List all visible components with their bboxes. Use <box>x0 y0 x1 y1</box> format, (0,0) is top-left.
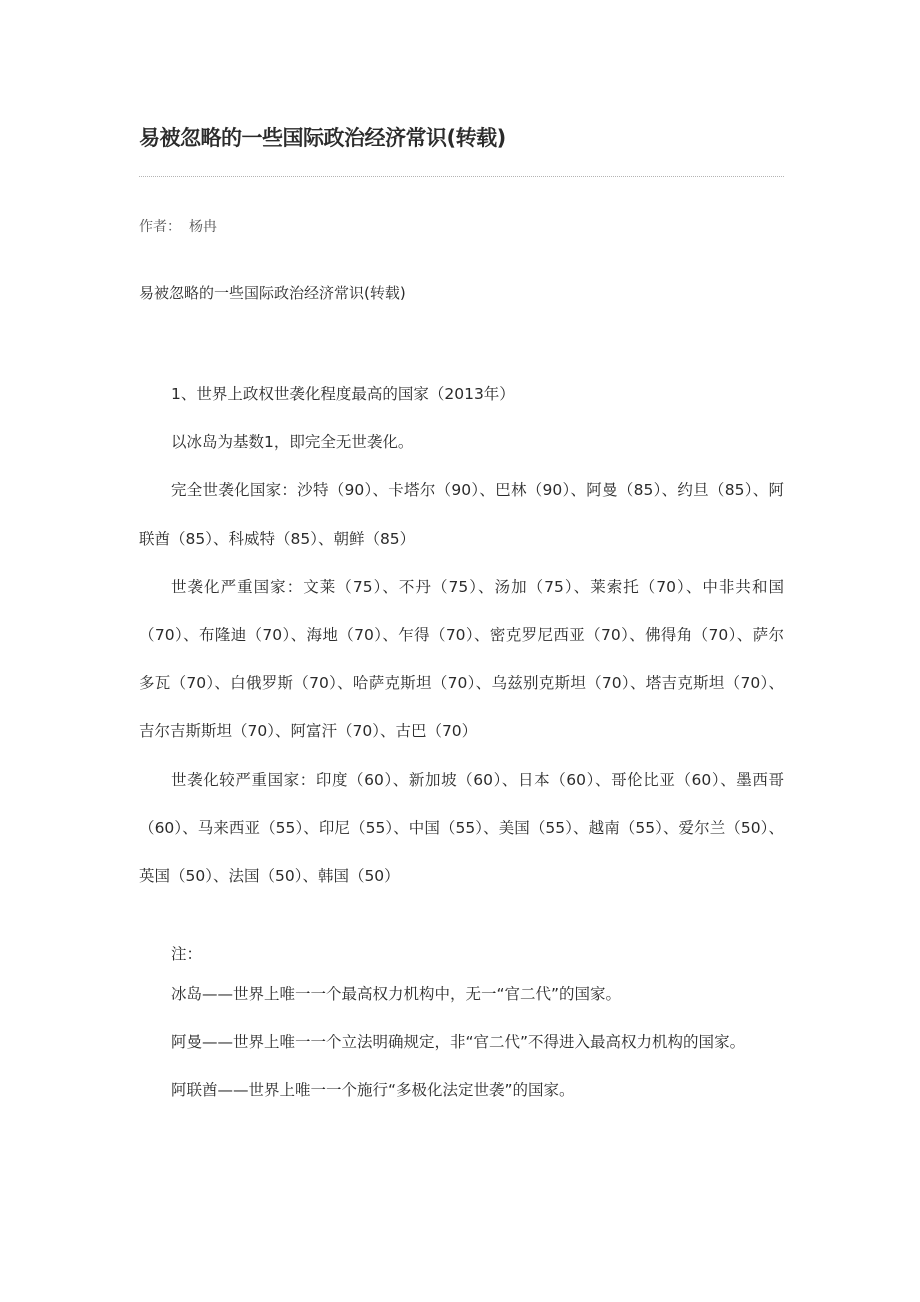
note-item: 阿曼——世界上唯一一个立法明确规定，非“官二代”不得进入最高权力机构的国家。 <box>171 1033 746 1051</box>
page-title: 易被忽略的一些国际政治经济常识(转载) <box>139 126 506 150</box>
author-line <box>139 216 217 236</box>
paragraph-fully-hereditary: 完全世袭化国家：沙特（90）、卡塔尔（90）、巴林（90）、阿曼（85）、约旦（85）、阿联酋（85）、科威特（85）、朝鲜（85） <box>139 481 784 548</box>
note-item: 阿联酋——世界上唯一一个施行“多极化法定世袭”的国家。 <box>171 1081 575 1099</box>
article-body <box>139 370 784 900</box>
notes-label: 注： <box>171 945 203 963</box>
article-subtitle: 易被忽略的一些国际政治经济常识(转载) <box>139 284 406 302</box>
title-divider <box>139 176 784 177</box>
author-name: 杨冉 <box>189 219 217 235</box>
paragraph-heading: 1、世界上政权世袭化程度最高的国家（2013年） <box>171 385 515 403</box>
paragraph-moderately-hereditary: 世袭化较严重国家：印度（60）、新加坡（60）、日本（60）、哥伦比亚（60）、墨西哥（60）、马来西亚（55）、印尼（55）、中国（55）、美国（55）、越南（55）、爱尔兰（50）、英国（50）、法国（50）、韩国（50） <box>139 770 784 886</box>
note-item: 冰岛——世界上唯一一个最高权力机构中，无一“官二代”的国家。 <box>171 985 622 1003</box>
author-label: 作者： <box>139 219 181 235</box>
paragraph-baseline: 以冰岛为基数1，即完全无世袭化。 <box>171 433 414 452</box>
paragraph-severely-hereditary: 世袭化严重国家：文莱（75）、不丹（75）、汤加（75）、莱索托（70）、中非共和国（70）、布隆迪（70）、海地（70）、乍得（70）、密克罗尼西亚（70）、佛得角（70）、萨尔多瓦（70）、白俄罗斯（70）、哈萨克斯坦（70）、乌兹别克斯坦（70）、塔吉克斯坦（70）、吉尔吉斯斯坦（70）、阿富汗（70）、古巴（70） <box>139 577 784 741</box>
notes-section <box>139 936 784 1114</box>
